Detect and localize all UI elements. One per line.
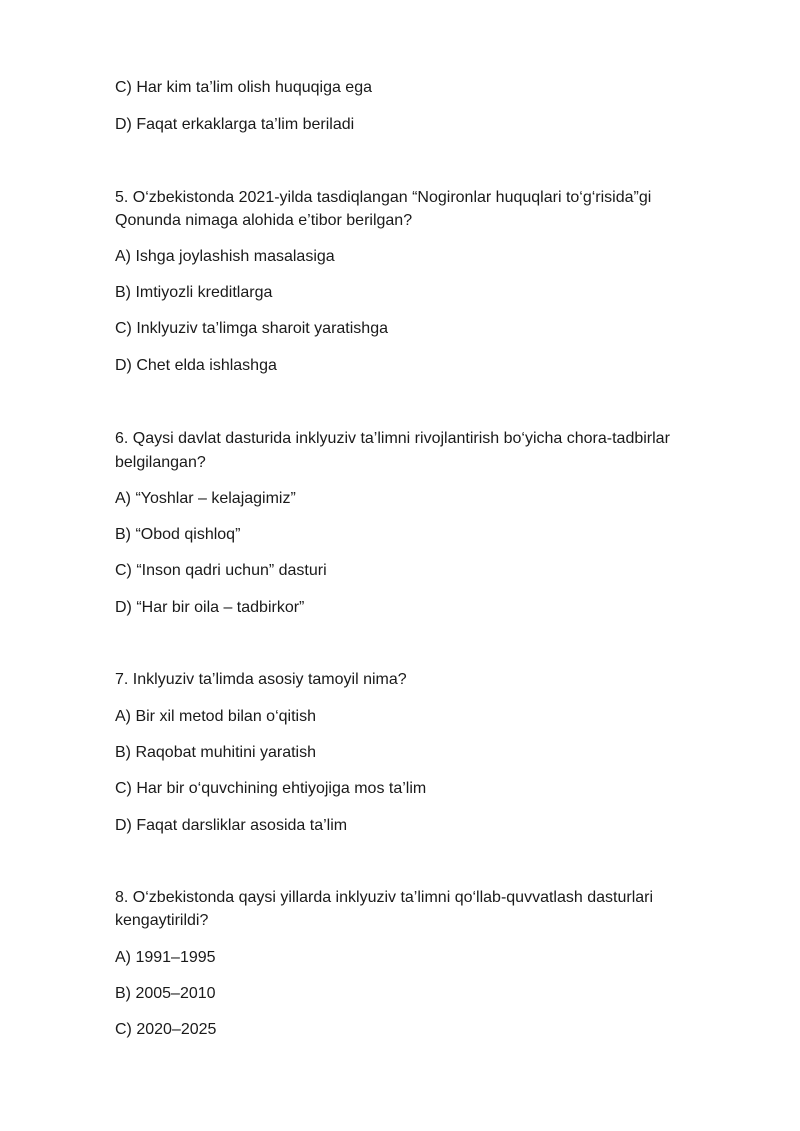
question-text-line: 5. O‘zbekistonda 2021-yilda tasdiqlangan “Nogironlar huquqlari to‘g‘risida”gi	[115, 189, 652, 206]
question-text-line: kengaytirildi?	[115, 912, 209, 929]
option-c: C) Har bir o‘quvchining ehtiyojiga mos ta’lim	[115, 780, 427, 797]
question-text-line: 6. Qaysi davlat dasturida inklyuziv ta’limni rivojlantirish bo‘yicha chora-tadbirlar	[115, 430, 670, 447]
option-c-prev: C) Har kim ta’lim olish huquqiga ega	[115, 79, 372, 96]
option-b: B) “Obod qishloq”	[115, 526, 241, 543]
option-c: C) Inklyuziv ta’limga sharoit yaratishga	[115, 320, 388, 337]
question-text-line: 8. O‘zbekistonda qaysi yillarda inklyuziv ta’limni qo‘llab-quvvatlash dasturlari	[115, 889, 654, 906]
option-a: A) Ishga joylashish masalasiga	[115, 248, 335, 265]
option-b: B) 2005–2010	[115, 985, 216, 1002]
option-d-prev: D) Faqat erkaklarga ta’lim beriladi	[115, 116, 355, 133]
option-a: A) Bir xil metod bilan o‘qitish	[115, 708, 316, 725]
question-text-line: Qonunda nimaga alohida e’tibor berilgan?	[115, 212, 413, 229]
option-d: D) “Har bir oila – tadbirkor”	[115, 599, 305, 616]
option-b: B) Imtiyozli kreditlarga	[115, 284, 273, 301]
option-c: C) “Inson qadri uchun” dasturi	[115, 562, 327, 579]
question-text-line: belgilangan?	[115, 454, 206, 471]
option-b: B) Raqobat muhitini yaratish	[115, 744, 316, 761]
option-d: D) Faqat darsliklar asosida ta’lim	[115, 817, 348, 834]
option-a: A) 1991–1995	[115, 949, 216, 966]
option-c: C) 2020–2025	[115, 1021, 217, 1038]
option-a: A) “Yoshlar – kelajagimiz”	[115, 490, 296, 507]
option-d: D) Chet elda ishlashga	[115, 357, 277, 374]
question-text-line: 7. Inklyuziv ta’limda asosiy tamoyil nima?	[115, 671, 407, 688]
